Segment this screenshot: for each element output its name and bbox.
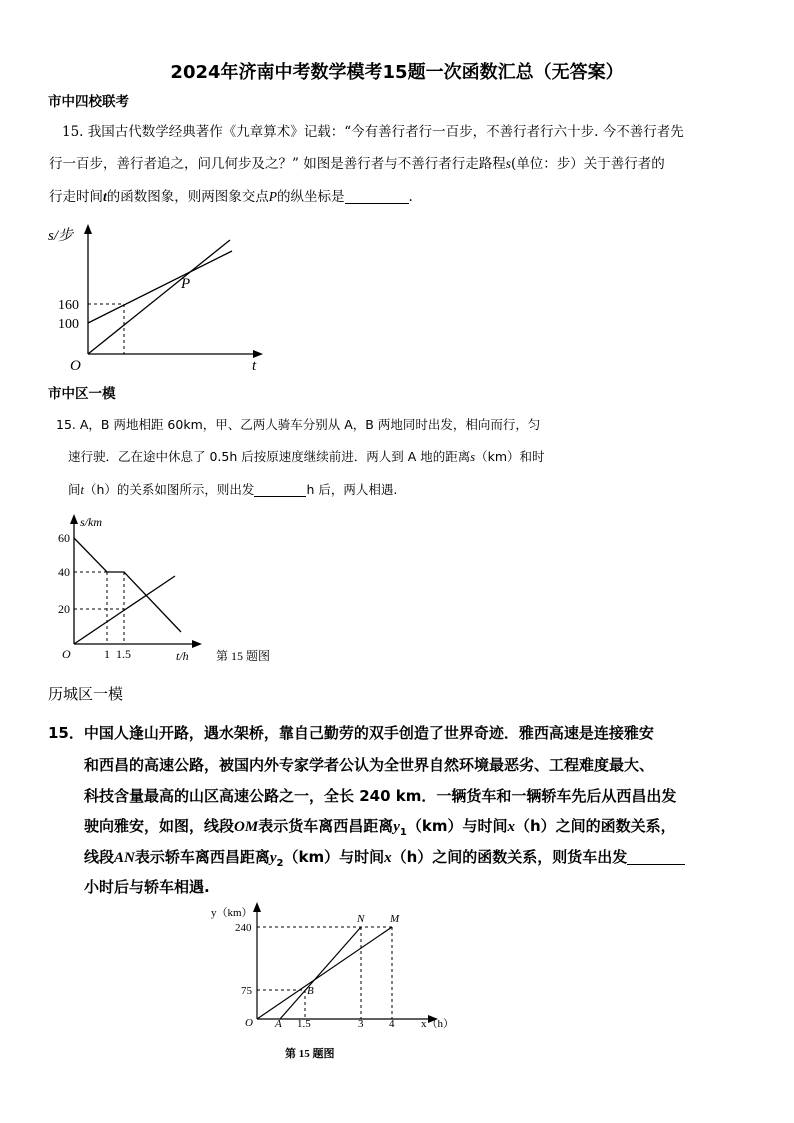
text: 的函数图象，则两图象交点 (106, 189, 269, 205)
tick-100: 100 (58, 317, 79, 332)
text: 表示轿车离西昌距离 (134, 848, 270, 866)
tick-1-5: 1.5 (297, 1018, 311, 1030)
segment-an (280, 927, 361, 1019)
x-axis-label: t (252, 358, 257, 374)
text: （h）之间的函数关系，则货车出发 (391, 848, 628, 866)
y-arrow (84, 224, 92, 234)
problem-1-line-3 (49, 185, 413, 205)
section-heading-3: 历城区一模 (48, 685, 124, 703)
problem-3-line-6: 小时后与轿车相遇. (84, 878, 210, 896)
var-s: s (470, 450, 476, 464)
text: 驶向雅安，如图，线段 (84, 817, 235, 835)
tick-60: 60 (58, 531, 70, 545)
x-arrow (192, 640, 202, 648)
section-heading-2: 市中区一模 (48, 386, 116, 402)
tick-40: 40 (58, 565, 70, 579)
problem-3-line-3: 科技含量最高的山区高速公路之一，全长 240 km．一辆货车和一辆轿车先后从西昌出发 (84, 787, 677, 805)
text: （km）和时 (475, 449, 545, 464)
figure-1 (40, 218, 280, 378)
point-p-label: P (181, 276, 191, 292)
text: 速行驶．乙在途中休息了 0.5h 后按原速度继续前进．两人到 A 地的距离 (68, 449, 471, 464)
problem-3-line-5 (84, 846, 685, 869)
var-x: x (507, 819, 515, 835)
var-t: t (103, 189, 107, 204)
x-arrow (253, 350, 263, 358)
text: 间 (68, 482, 81, 497)
tick-1-5: 1.5 (116, 647, 131, 661)
text: 表示货车离西昌距离 (258, 817, 394, 835)
problem-1-line-2 (49, 152, 665, 172)
point-b-label: B (307, 985, 314, 997)
figure-2 (50, 510, 300, 670)
problem-2-line-2 (68, 447, 545, 465)
text: 行一百步，善行者追之，问几何步及之？” 如图是善行者与不善行者行走路程 (49, 156, 506, 172)
text: 行走时间 (49, 189, 103, 205)
text: (单位：步）关于善行者的 (510, 156, 665, 172)
problem-1-line-1: 15. 我国古代数学经典著作《九章算术》记载：“今有善行者行一百步，不善行者行六十步. 今不善行者先 (62, 124, 684, 140)
line-yi (74, 538, 181, 632)
var-t: t (80, 483, 84, 497)
var-x: x (384, 850, 392, 866)
sub-2: 2 (276, 858, 284, 869)
text: . (408, 189, 413, 205)
answer-blank[interactable] (345, 202, 409, 204)
line-good-walker (88, 240, 230, 354)
text: （h）之间的函数关系， (514, 817, 676, 835)
y-arrow (253, 902, 261, 912)
segment-om (257, 927, 392, 1019)
var-p: P (268, 189, 278, 204)
text: h 后，两人相遇. (306, 482, 398, 497)
section-heading-1: 市中四校联考 (48, 94, 129, 110)
point-a-label: A (275, 1018, 282, 1030)
text: 线段 (84, 848, 115, 866)
text: （km）与时间 (406, 817, 508, 835)
origin-label: O (70, 358, 81, 374)
answer-blank[interactable] (627, 863, 685, 865)
text: （km）与时间 (283, 848, 385, 866)
problem-3-line-1: 15．中国人逢山开路，遇水架桥，靠自己勤劳的双手创造了世界奇迹．雅西高速是连接雅安 (48, 724, 654, 742)
tick-75: 75 (241, 985, 252, 997)
var-y1: y (393, 819, 400, 835)
tick-3: 3 (358, 1018, 364, 1030)
point-n-label: N (357, 913, 365, 925)
x-axis-label: x（h） (421, 1018, 454, 1030)
y-axis-label: s/步 (48, 228, 74, 244)
problem-3-line-2: 和西昌的高速公路，被国内外专家学者公认为全世界自然环境最恶劣、工程难度最大、 (84, 756, 655, 774)
text: （h）的关系如图所示，则出发 (84, 482, 255, 497)
answer-blank[interactable] (254, 495, 306, 497)
problem-2-line-1: 15. A，B 两地相距 60km，甲、乙两人骑车分别从 A，B 两地同时出发，相向而行，匀 (56, 417, 541, 432)
point-m-label: M (390, 913, 400, 925)
var-om: OM (234, 819, 259, 835)
y-arrow (70, 514, 78, 524)
tick-4: 4 (389, 1018, 395, 1030)
origin-label: O (62, 647, 71, 661)
var-y2: y (269, 850, 277, 866)
figure-caption: 第 15 题图 (285, 1048, 335, 1060)
var-s: s (505, 156, 511, 171)
origin-label: O (245, 1017, 253, 1029)
page-title: 2024年济南中考数学模考15题一次函数汇总（无答案） (170, 62, 624, 83)
tick-160: 160 (58, 298, 79, 313)
problem-3-line-4 (84, 815, 676, 838)
tick-240: 240 (235, 922, 252, 934)
x-axis-label: t/h (176, 649, 189, 663)
figure-caption: 第 15 题图 (216, 649, 271, 663)
var-an: AN (114, 850, 135, 866)
tick-20: 20 (58, 602, 70, 616)
text: 的纵坐标是 (277, 189, 345, 205)
line-bad-walker (88, 251, 232, 323)
y-axis-label: y（km） (211, 907, 253, 919)
figure-3 (205, 900, 465, 1065)
y-axis-label: s/km (80, 515, 102, 529)
problem-2-line-3 (68, 480, 397, 498)
sub-1: 1 (399, 827, 407, 838)
tick-1: 1 (104, 647, 110, 661)
